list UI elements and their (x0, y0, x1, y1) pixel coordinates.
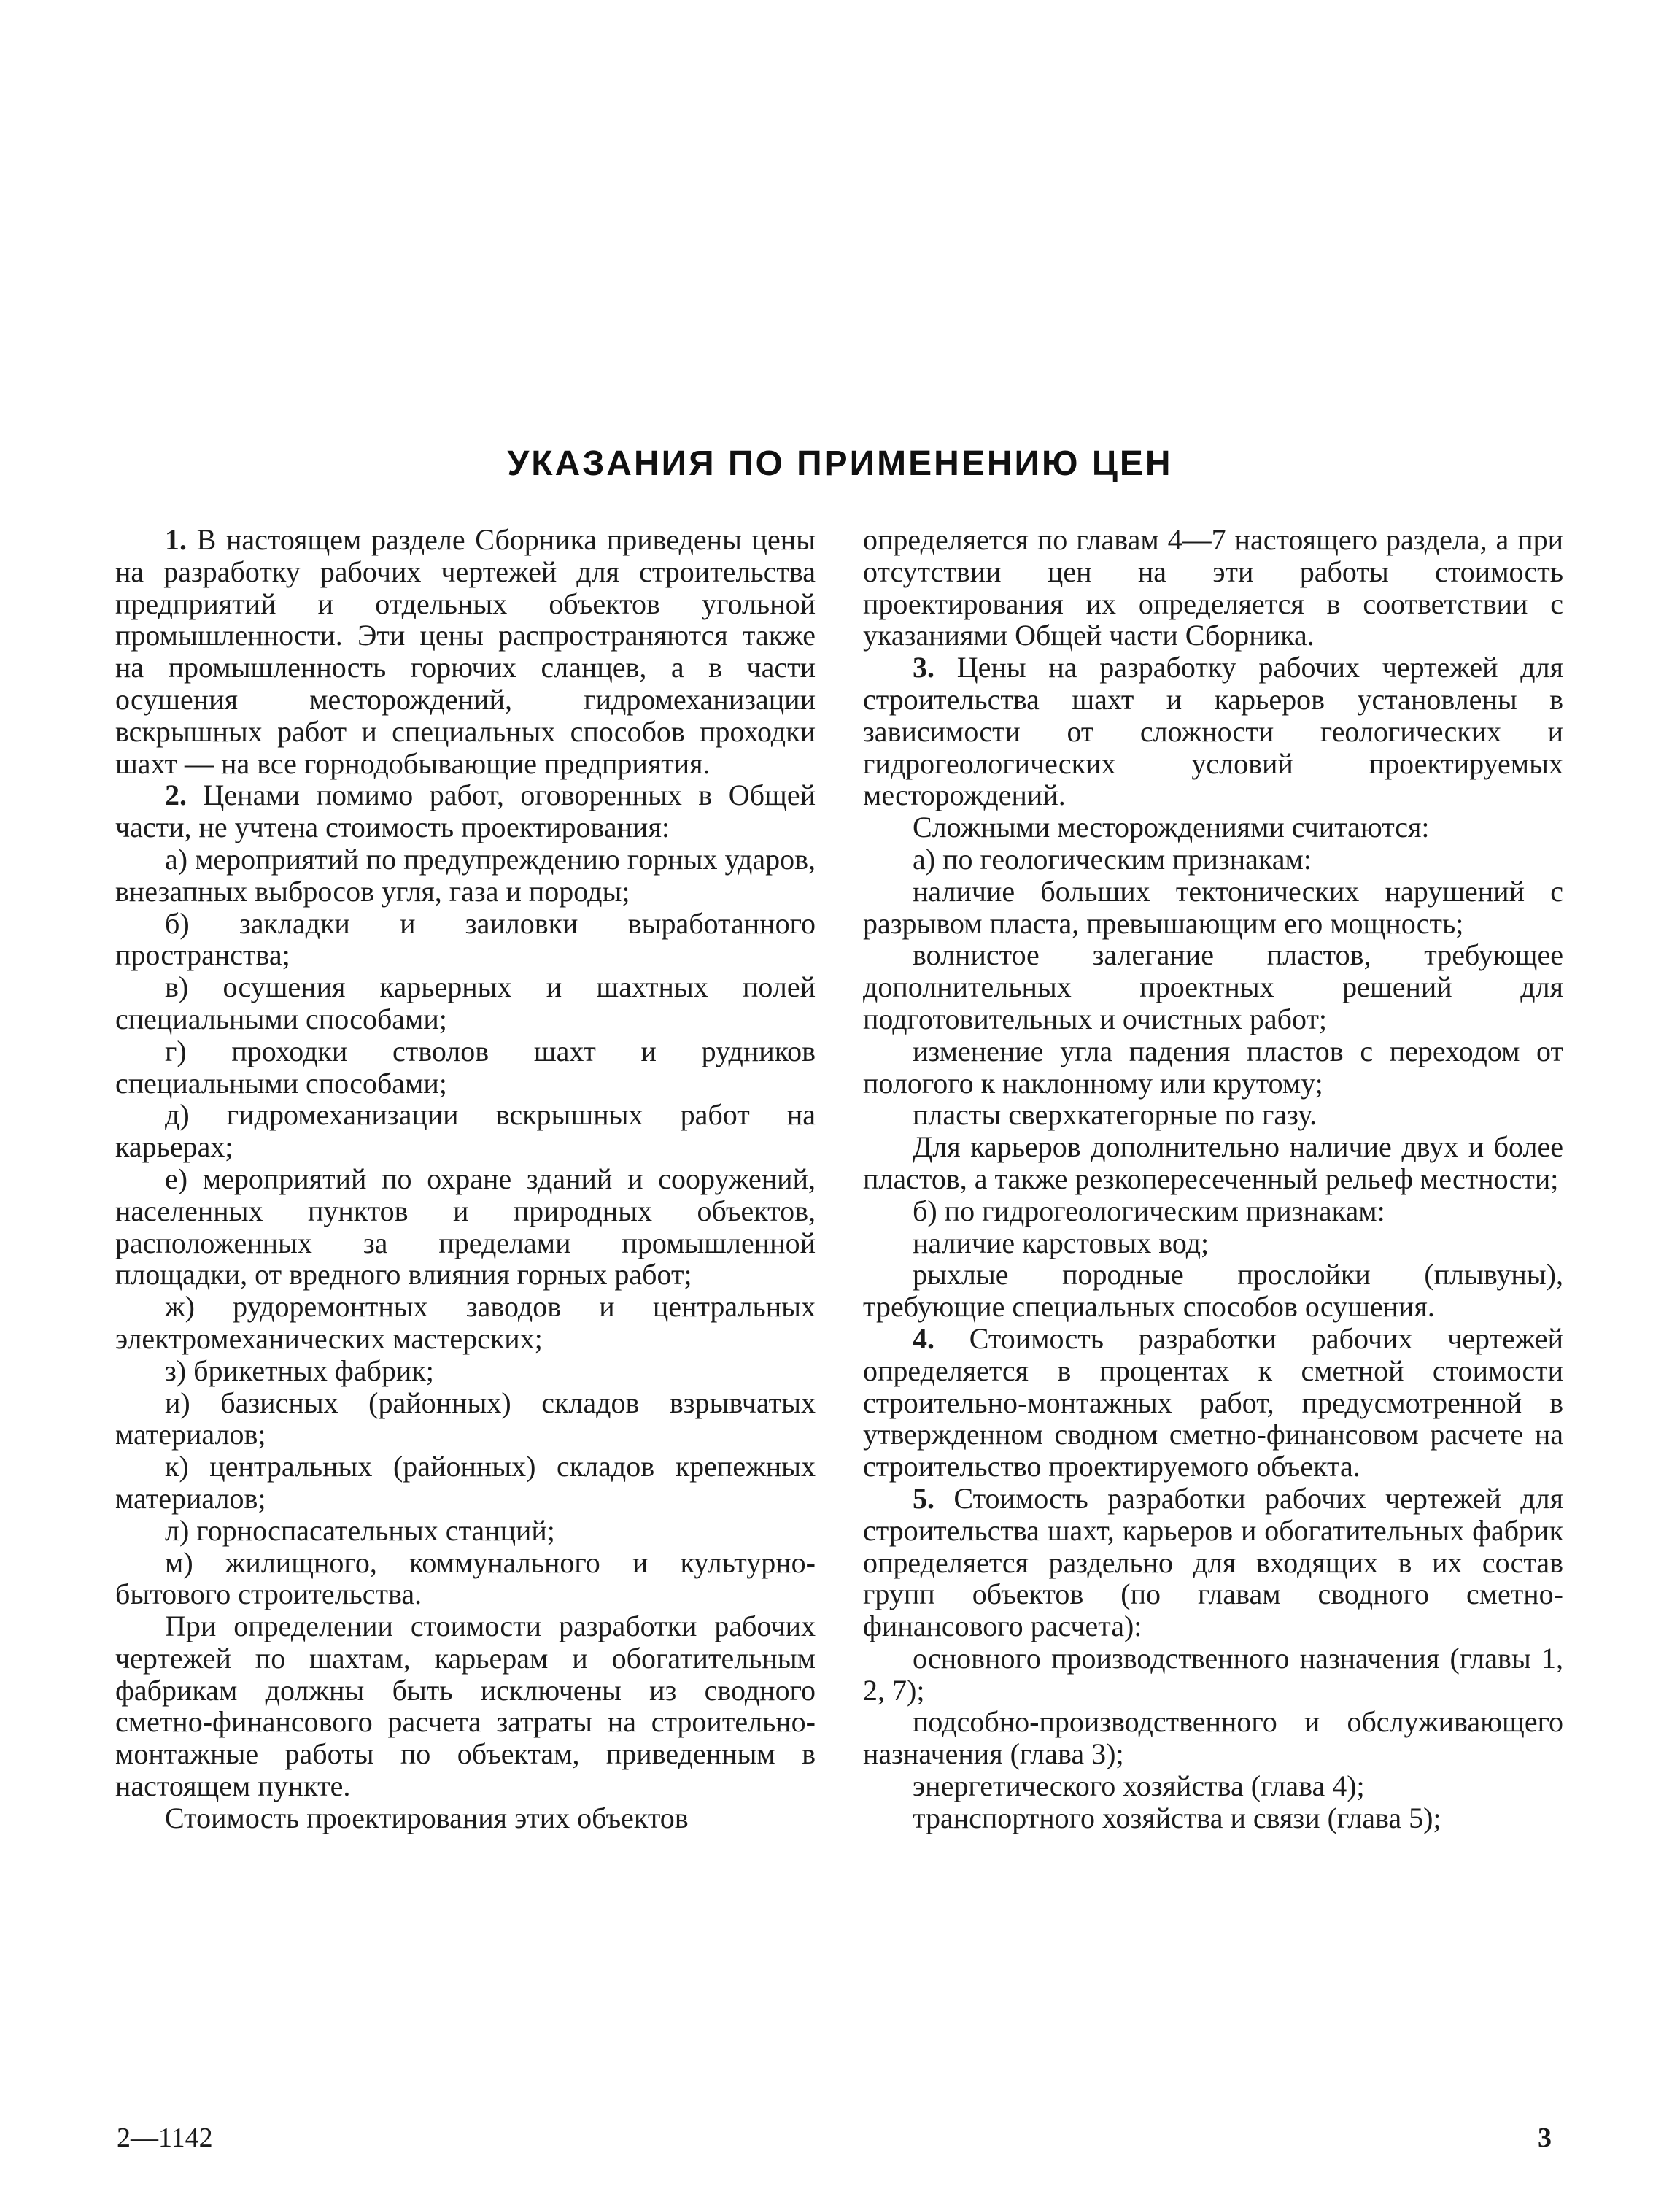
paragraph-text: волнистое залегание пластов, требующее дополнительных проектных решений для подготовительных и очистных работ; (863, 938, 1563, 1035)
paragraph-text: б) закладки и заиловки выработанного пространства; (115, 906, 816, 972)
paragraph-text: изменение угла падения пластов с переходом от пологого к наклонному или крутому; (863, 1034, 1563, 1100)
paragraph (115, 971, 816, 1035)
paragraph (115, 908, 816, 972)
paragraph (863, 1323, 1563, 1483)
clause-number: 3. (913, 651, 934, 684)
paragraph-text: л) горноспасательных станций; (165, 1513, 555, 1547)
paragraph (863, 1227, 1563, 1259)
paragraph-text: в) осушения карьерных и шахтных полей специальными способами; (115, 970, 816, 1035)
paragraph-text: рыхлые породные прослойки (плывуны), требующие специальных способов осушения. (863, 1258, 1563, 1324)
paragraph (115, 1515, 816, 1547)
paragraph-text: Стоимость проектирования этих объектов (165, 1801, 689, 1834)
paragraph (863, 811, 1563, 843)
paragraph (115, 1387, 816, 1451)
right-column (863, 524, 1563, 1834)
paragraph (863, 652, 1563, 811)
paragraph (863, 1802, 1563, 1834)
paragraph (115, 1035, 816, 1100)
paragraph-text: и) базисных (районных) складов взрывчатых материалов; (115, 1386, 816, 1451)
paragraph (115, 1802, 816, 1834)
paragraph-text: ж) рудоремонтных заводов и центральных электромеханических мастерских; (115, 1290, 816, 1355)
paragraph-text: м) жилищного, коммунального и культурно-бытового строительства. (115, 1545, 816, 1611)
paragraph-text: пласты сверхкатегорные по газу. (913, 1098, 1317, 1132)
paragraph-text: г) проходки стволов шахт и рудников специальными способами; (115, 1034, 816, 1100)
paragraph-text: подсобно-производственного и обслуживающего назначения (глава 3); (863, 1705, 1563, 1771)
paragraph-text: з) брикетных фабрик; (165, 1354, 434, 1387)
paragraph (863, 843, 1563, 876)
paragraph (115, 779, 816, 843)
paragraph (115, 524, 816, 779)
paragraph-text: а) мероприятий по предупреждению горных ударов, внезапных выбросов угля, газа и породы; (115, 842, 816, 908)
paragraph-text: В настоящем разделе Сборника приведены цены на разработку рабочих чертежей для строительства предприятий и отдельных объектов угольной промышленности. Эти цены распространяются также на промышленность горючих сланцев, а в части осушения месторождений, гидромеханизации вскрышных работ и специальных способов проходки шахт — на все горнодобывающие предприятия. (115, 523, 816, 780)
paragraph-text: Сложными месторождениями считаются: (913, 811, 1430, 844)
paragraph (115, 1355, 816, 1387)
footer-code: 2—1142 (117, 2123, 213, 2153)
paragraph-text: определяется по главам 4—7 настоящего раздела, а при отсутствии цен на эти работы стоимость проектирования их определяется в соответствии с указаниями Общей части Сборника. (863, 523, 1563, 652)
clause-number: 2. (165, 779, 187, 812)
page-title: УКАЗАНИЯ ПО ПРИМЕНЕНИЮ ЦЕН (507, 444, 1173, 483)
paragraph (863, 876, 1563, 940)
paragraph-text: наличие карстовых вод; (913, 1226, 1209, 1259)
paragraph-text: а) по геологическим признакам: (913, 842, 1312, 876)
paragraph (115, 1547, 816, 1611)
clause-number: 4. (913, 1321, 934, 1355)
paragraph (863, 1483, 1563, 1642)
paragraph (115, 1291, 816, 1355)
paragraph-text: е) мероприятий по охране зданий и сооружений, населенных пунктов и природных объектов, расположенных за пределами промышленной площадки, от вредного влияния горных работ; (115, 1162, 816, 1291)
paragraph-text: основного производственного назначения (главы 1, 2, 7); (863, 1641, 1563, 1707)
paragraph-text: наличие больших тектонических нарушений с разрывом пласта, превышающим его мощность; (863, 874, 1563, 940)
paragraph (863, 1706, 1563, 1770)
paragraph-text: д) гидромеханизации вскрышных работ на карьерах; (115, 1098, 816, 1164)
paragraph (863, 1035, 1563, 1100)
paragraph-text: б) по гидрогеологическим признакам: (913, 1194, 1385, 1227)
paragraph (115, 1163, 816, 1291)
page-number: 3 (1538, 2123, 1552, 2153)
paragraph-text: Стоимость разработки рабочих чертежей определяется в процентах к сметной стоимости строительно-монтажных работ, предусмотренной в утвержденном сводном сметно-финансовом расчете на строительство проектируемого объекта. (863, 1321, 1563, 1483)
paragraph (863, 1099, 1563, 1131)
paragraph-text: Стоимость разработки рабочих чертежей для строительства шахт, карьеров и обогатительных фабрик определяется раздельно для входящих в их состав групп объектов (по главам сводного сметно-финансового расчета): (863, 1481, 1563, 1643)
paragraph (863, 939, 1563, 1035)
clause-number: 1. (165, 523, 187, 556)
clause-number: 5. (913, 1481, 934, 1515)
paragraph (863, 1770, 1563, 1802)
paragraph-text: энергетического хозяйства (глава 4); (913, 1769, 1365, 1803)
paragraph-text: к) центральных (районных) складов крепежных материалов; (115, 1450, 816, 1515)
paragraph (115, 1610, 816, 1802)
paragraph (863, 1131, 1563, 1195)
left-column (115, 524, 816, 1834)
paragraph-text: транспортного хозяйства и связи (глава 5); (913, 1801, 1441, 1834)
paragraph (115, 1099, 816, 1163)
paragraph (863, 1259, 1563, 1323)
paragraph-text: Для карьеров дополнительно наличие двух и более пластов, а также резкопересеченный рельеф местности; (863, 1130, 1563, 1195)
paragraph-text: При определении стоимости разработки рабочих чертежей по шахтам, карьерам и обогатительным фабрикам должны быть исключены из сводного сметно-финансового расчета затраты на строительно-монтажные работы по объектам, приведенным в настоящем пункте. (115, 1610, 816, 1803)
paragraph (863, 1195, 1563, 1227)
paragraph (863, 1642, 1563, 1707)
paragraph (115, 1451, 816, 1515)
paragraph (115, 843, 816, 908)
paragraph-text: Ценами помимо работ, оговоренных в Общей части, не учтена стоимость проектирования: (115, 779, 816, 844)
paragraph (863, 524, 1563, 652)
paragraph-text: Цены на разработку рабочих чертежей для строительства шахт и карьеров установлены в зависимости от сложности геологических и гидрогеологических условий проектируемых месторождений. (863, 651, 1563, 812)
